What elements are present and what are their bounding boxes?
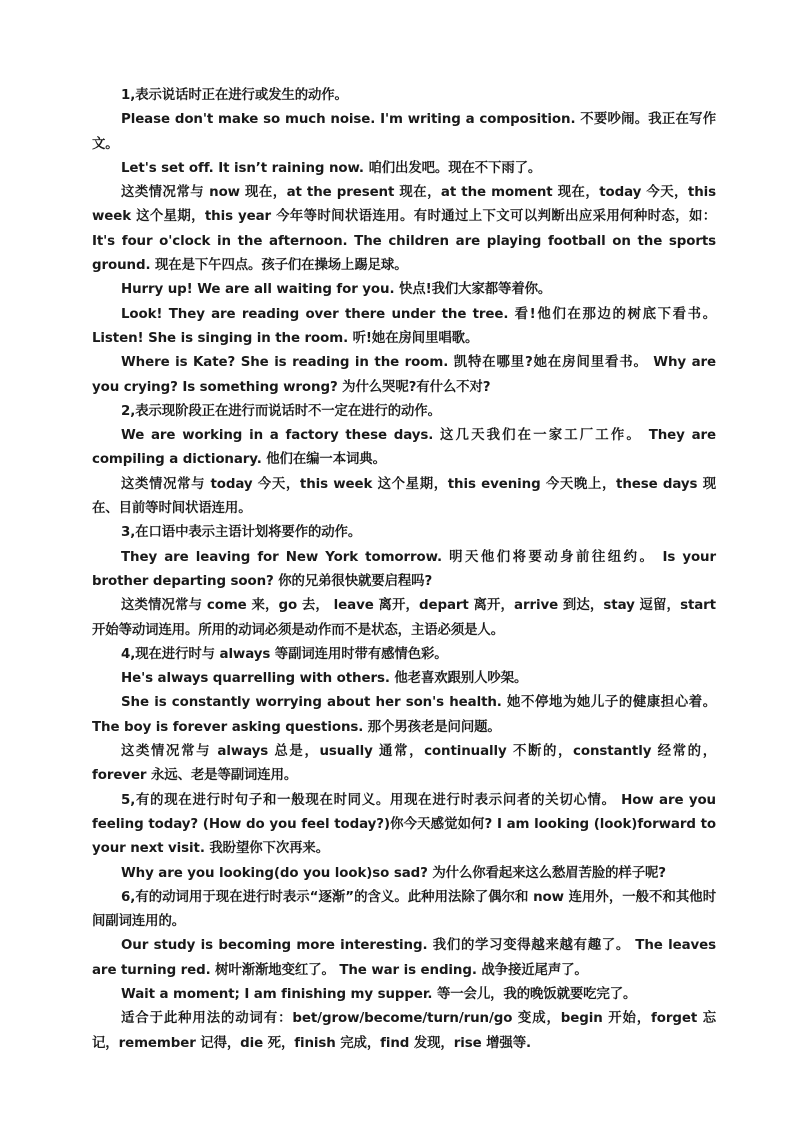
- paragraph-16: She is constantly worrying about her son's health. 她不停地为她儿子的健康担心着。 The boy is forever asking questions. 那个男孩老是问问题。: [92, 695, 716, 735]
- paragraph-22: Wait a moment; I am finishing my supper. 等一会儿，我的晚饭就要吃完了。: [121, 986, 637, 1002]
- paragraph-18: 5,有的现在进行时句子和一般现在时同义。用现在进行时表示问者的关切心情。 How are you feeling today? (How do you feel today?)你今天感觉如何? I am looking (look)forward to your next visit. 我盼望你下次再来。: [92, 792, 716, 857]
- paragraph-7: Where is Kate? She is reading in the room. 凯特在哪里?她在房间里看书。 Why are you crying? Is something wrong? 为什么哭呢?有什么不对?: [92, 355, 716, 395]
- paragraph-15: He's always quarrelling with others. 他老喜欢跟别人吵架。: [121, 671, 528, 687]
- paragraph-11: 3,在口语中表示主语计划将要作的动作。: [121, 525, 362, 541]
- paragraph-21: Our study is becoming more interesting. 我们的学习变得越来越有趣了。 The leaves are turning red. 树叶渐渐地变红了。 The war is ending. 战争接近尾声了。: [92, 938, 716, 978]
- paragraph-4: 这类情况常与 now 现在，at the present 现在，at the moment 现在，today 今天，this week 这个星期，this year 今年等时间状语连用。有时通过上下文可以判断出应采用何种时态，如： It's four o'clock in the afternoon. The children are playing football on the sports ground. 现在是下午四点。孩子们在操场上踢足球。: [92, 185, 716, 274]
- paragraph-14: 4,现在进行时与 always 等副词连用时带有感情色彩。: [121, 646, 448, 662]
- paragraph-23: 适合于此种用法的动词有：bet/grow/become/turn/run/go 变成，begin 开始，forget 忘记，remember 记得，die 死，finish 完成，find 发现，rise 增强等.: [92, 1011, 716, 1051]
- paragraph-9: We are working in a factory these days. 这几天我们在一家工厂工作。 They are compiling a dictionary. 他们在编一本词典。: [92, 428, 716, 468]
- paragraph-10: 这类情况常与 today 今天，this week 这个星期，this evening 今天晚上，these days 现在、目前等时间状语连用。: [92, 476, 716, 517]
- paragraph-13: 这类情况常与 come 来，go 去， leave 离开，depart 离开，arrive 到达，stay 逗留，start 开始等动词连用。所用的动词必须是动作而不是状态，主语必须是人。: [92, 598, 716, 638]
- paragraph-20: 6,有的动词用于现在进行时表示“逐渐”的含义。此种用法除了偶尔和 now 连用外，一般不和其他时间副词连用的。: [92, 889, 716, 930]
- paragraph-19: Why are you looking(do you look)so sad? 为什么你看起来这么愁眉苦脸的样子呢?: [121, 865, 666, 881]
- paragraph-1: 1,表示说话时正在进行或发生的动作。: [121, 88, 348, 103]
- paragraph-5: Hurry up! We are all waiting for you. 快点!我们大家都等着你。: [121, 282, 552, 298]
- document-page: [92, 84, 716, 1056]
- paragraph-8: 2,表示现阶段正在进行而说话时不一定在进行的动作。: [121, 403, 441, 419]
- paragraph-2: Please don't make so much noise. I'm writing a composition. 不要吵闹。我正在写作文。: [92, 112, 716, 152]
- paragraph-3: Let's set off. It isn’t raining now. 咱们出发吧。现在不下雨了。: [121, 160, 542, 176]
- paragraph-12: They are leaving for New York tomorrow. 明天他们将要动身前往纽约。 Is your brother departing soon? 你的兄弟很快就要启程吗?: [92, 549, 716, 589]
- paragraph-17: 这类情况常与 always 总是，usually 通常，continually 不断的，constantly 经常的，forever 永远、老是等副词连用。: [92, 744, 716, 784]
- paragraph-6: Look! They are reading over there under the tree. 看!他们在那边的树底下看书。 Listen! She is singing in the room. 听!她在房间里唱歌。: [92, 306, 716, 346]
